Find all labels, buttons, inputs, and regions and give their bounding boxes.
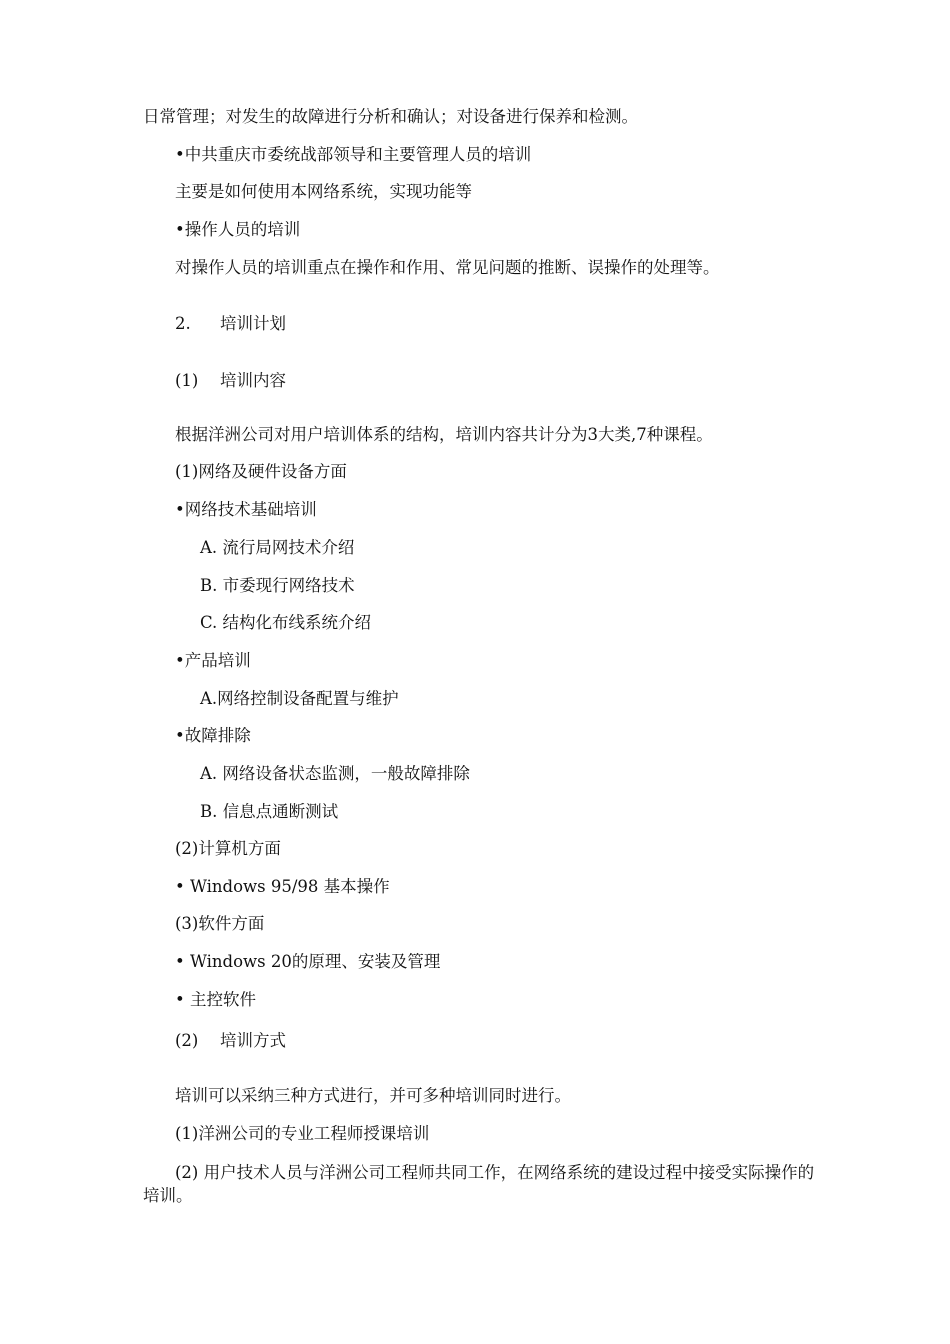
- category-heading: (1)网络及硬件设备方面: [175, 462, 347, 481]
- list-item: C. 结构化布线系统介绍: [200, 613, 372, 632]
- subsection-title: 培训方式: [220, 1031, 286, 1050]
- subsection-heading: [175, 1030, 286, 1052]
- bullet-item: •产品培训: [175, 651, 251, 670]
- text-line: 对操作人员的培训重点在操作和作用、常见问题的推断、误操作的处理等。: [175, 258, 720, 277]
- text-line: 主要是如何使用本网络系统，实现功能等: [175, 182, 472, 201]
- section-heading: [175, 313, 286, 335]
- list-item: (1)洋洲公司的专业工程师授课培训: [175, 1124, 430, 1143]
- subsection-title: 培训内容: [220, 371, 286, 390]
- text-line: 根据洋洲公司对用户培训体系的结构，培训内容共计分为3大类,7种课程。: [175, 425, 713, 444]
- bullet-item: • Windows 20的原理、安装及管理: [175, 952, 441, 971]
- bullet-item: •中共重庆市委统战部领导和主要管理人员的培训: [175, 145, 532, 164]
- section-number: 2.: [175, 314, 191, 333]
- subsection-number: (1): [175, 371, 199, 390]
- list-item: A. 流行局网技术介绍: [200, 538, 355, 557]
- bullet-item: •操作人员的培训: [175, 220, 301, 239]
- bullet-item: • 主控软件: [175, 990, 256, 1009]
- text-line: 培训可以采纳三种方式进行，并可多种培训同时进行。: [175, 1086, 571, 1105]
- list-item: A.网络控制设备配置与维护: [200, 689, 399, 708]
- list-item: A. 网络设备状态监测，一般故障排除: [200, 764, 470, 783]
- section-title: 培训计划: [220, 314, 286, 333]
- bullet-item: •故障排除: [175, 726, 251, 745]
- category-heading: (2)计算机方面: [175, 839, 281, 858]
- bullet-item: • Windows 95/98 基本操作: [175, 877, 390, 896]
- list-item: B. 市委现行网络技术: [200, 576, 355, 595]
- subsection-number: (2): [175, 1031, 199, 1050]
- category-heading: (3)软件方面: [175, 914, 265, 933]
- subsection-heading: [175, 370, 286, 392]
- list-item: B. 信息点通断测试: [200, 802, 339, 821]
- bullet-item: •网络技术基础培训: [175, 500, 317, 519]
- paragraph: (2) 用户技术人员与洋洲公司工程师共同工作，在网络系统的建设过程中接受实际操作的培训。: [143, 1163, 815, 1205]
- text-line: 日常管理；对发生的故障进行分析和确认；对设备进行保养和检测。: [143, 107, 638, 126]
